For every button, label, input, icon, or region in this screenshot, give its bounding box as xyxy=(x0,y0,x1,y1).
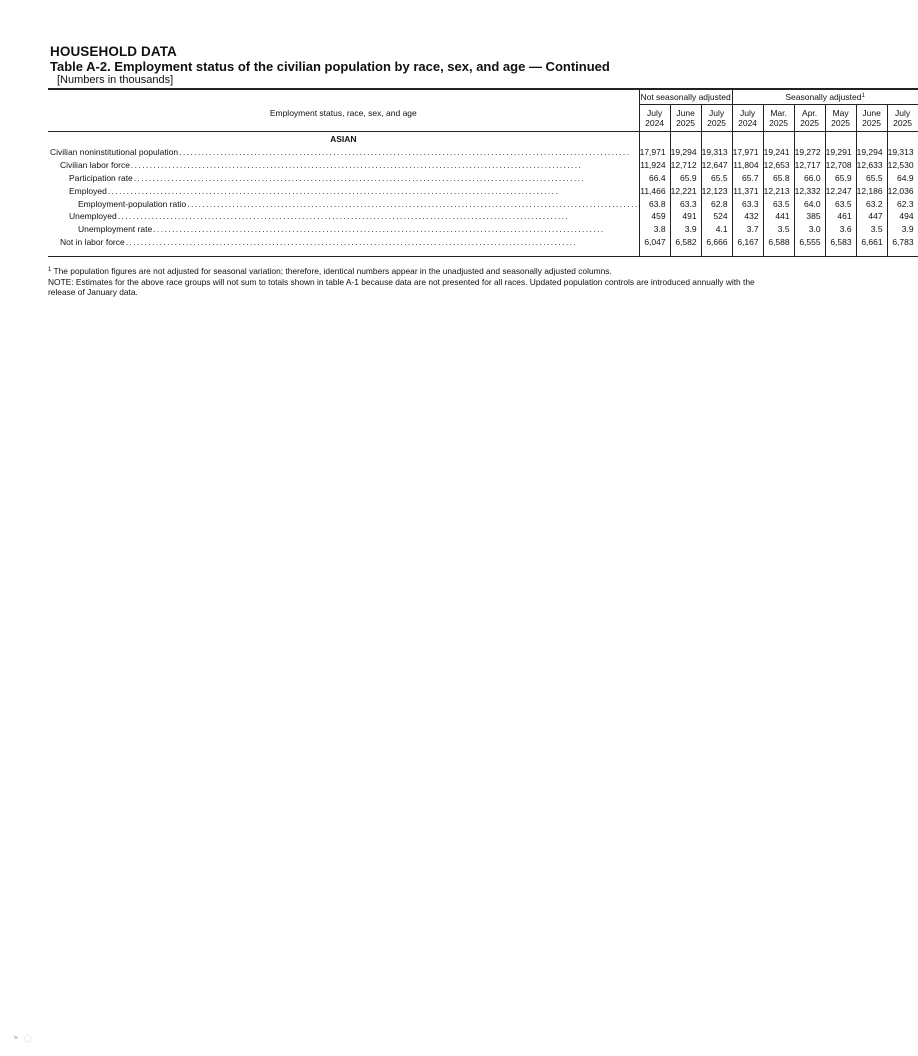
leader-dots: ........................................................................................................................ xyxy=(153,224,605,235)
table-end-row xyxy=(48,248,918,257)
value-cell: 12,633 xyxy=(856,159,887,172)
column-header xyxy=(639,105,670,132)
column-year: 2025 xyxy=(707,118,727,128)
table-row xyxy=(48,223,918,236)
row-label: Employment-population ratio xyxy=(78,198,187,209)
value-cell: 12,123 xyxy=(701,184,732,197)
value-cell: 12,247 xyxy=(825,184,856,197)
value-cell: 12,186 xyxy=(856,184,887,197)
leader-dots: ........................................................................................................................ xyxy=(125,236,578,247)
empty-cell xyxy=(639,248,670,257)
value-cell: 3.5 xyxy=(856,223,887,236)
column-year: 2025 xyxy=(676,118,696,128)
value-cell: 12,647 xyxy=(701,159,732,172)
value-cell: 65.5 xyxy=(856,172,887,185)
value-cell: 65.7 xyxy=(732,172,763,185)
column-month: Mar. xyxy=(770,108,787,118)
value-cell: 12,653 xyxy=(763,159,794,172)
value-cell: 441 xyxy=(763,210,794,223)
watermark-logo: ◔ ◌ xyxy=(10,1030,33,1047)
group-not-seasonally-adjusted: Not seasonally adjusted xyxy=(639,89,732,105)
empty-cell xyxy=(856,132,887,147)
table-row xyxy=(48,197,918,210)
empty-cell xyxy=(639,132,670,147)
empty-cell xyxy=(825,132,856,147)
value-cell: 63.5 xyxy=(825,197,856,210)
empty-cell xyxy=(887,248,918,257)
value-cell: 4.1 xyxy=(701,223,732,236)
value-cell: 11,924 xyxy=(639,159,670,172)
value-cell: 432 xyxy=(732,210,763,223)
column-month: July xyxy=(740,108,756,118)
table-title: Table A-2. Employment status of the civilian population by race, sex, and age — Continued xyxy=(50,59,610,74)
column-year: 2025 xyxy=(862,118,882,128)
value-cell: 12,221 xyxy=(670,184,701,197)
row-label-cell xyxy=(48,172,639,185)
column-year: 2025 xyxy=(831,118,851,128)
table-notes xyxy=(48,266,768,298)
value-cell: 447 xyxy=(856,210,887,223)
table-row xyxy=(48,184,918,197)
value-cell: 19,241 xyxy=(763,146,794,159)
value-cell: 17,971 xyxy=(732,146,763,159)
value-cell: 62.8 xyxy=(701,197,732,210)
empty-cell xyxy=(701,248,732,257)
column-year: 2025 xyxy=(769,118,789,128)
leader-dots: ........................................................................................................................ xyxy=(117,211,570,222)
value-cell: 6,555 xyxy=(794,236,825,249)
value-cell: 494 xyxy=(887,210,918,223)
empty-cell xyxy=(856,248,887,257)
value-cell: 64.0 xyxy=(794,197,825,210)
leader-dots: ........................................................................................................................ xyxy=(107,185,560,196)
section-row xyxy=(48,132,918,147)
value-cell: 459 xyxy=(639,210,670,223)
value-cell: 63.3 xyxy=(670,197,701,210)
value-cell: 385 xyxy=(794,210,825,223)
value-cell: 491 xyxy=(670,210,701,223)
row-label: Unemployment rate xyxy=(78,224,153,235)
row-label: Unemployed xyxy=(69,211,117,222)
footnote-mark: 1 xyxy=(48,267,52,273)
column-header xyxy=(887,105,918,132)
value-cell: 12,036 xyxy=(887,184,918,197)
column-month: Apr. xyxy=(802,108,818,118)
stub-header: Employment status, race, sex, and age xyxy=(48,89,639,132)
empty-cell xyxy=(794,248,825,257)
column-year: 2025 xyxy=(800,118,820,128)
empty-cell xyxy=(763,248,794,257)
note: NOTE: Estimates for the above race groups will not sum to totals shown in table A-1 because data are not presented for all races. Updated population controls are introduced annually with the release of January data. xyxy=(48,277,755,297)
table-row xyxy=(48,172,918,185)
value-cell: 17,971 xyxy=(639,146,670,159)
value-cell: 6,047 xyxy=(639,236,670,249)
column-header xyxy=(763,105,794,132)
value-cell: 6,783 xyxy=(887,236,918,249)
group-seasonally-adjusted xyxy=(732,89,918,105)
value-cell: 3.7 xyxy=(732,223,763,236)
column-month: July xyxy=(709,108,725,118)
value-cell: 12,717 xyxy=(794,159,825,172)
value-cell: 19,313 xyxy=(701,146,732,159)
value-cell: 19,294 xyxy=(670,146,701,159)
row-label: Not in labor force xyxy=(60,236,125,247)
empty-cell xyxy=(670,248,701,257)
value-cell: 65.5 xyxy=(701,172,732,185)
column-year: 2025 xyxy=(893,118,913,128)
value-cell: 63.8 xyxy=(639,197,670,210)
value-cell: 3.0 xyxy=(794,223,825,236)
value-cell: 12,332 xyxy=(794,184,825,197)
value-cell: 62.3 xyxy=(887,197,918,210)
column-header xyxy=(732,105,763,132)
row-label: Participation rate xyxy=(69,172,133,183)
value-cell: 64.9 xyxy=(887,172,918,185)
value-cell: 12,213 xyxy=(763,184,794,197)
empty-cell xyxy=(732,248,763,257)
empty-cell xyxy=(763,132,794,147)
value-cell: 12,712 xyxy=(670,159,701,172)
empty-cell xyxy=(732,132,763,147)
leader-dots: ........................................................................................................................ xyxy=(179,147,631,158)
column-year: 2024 xyxy=(738,118,758,128)
value-cell: 3.9 xyxy=(887,223,918,236)
value-cell: 19,291 xyxy=(825,146,856,159)
column-year: 2024 xyxy=(645,118,665,128)
empty-cell xyxy=(701,132,732,147)
value-cell: 65.8 xyxy=(763,172,794,185)
row-label-cell xyxy=(48,223,639,236)
value-cell: 6,661 xyxy=(856,236,887,249)
table-row xyxy=(48,146,918,159)
value-cell: 3.5 xyxy=(763,223,794,236)
column-month: June xyxy=(862,108,881,118)
value-cell: 6,582 xyxy=(670,236,701,249)
column-header xyxy=(856,105,887,132)
value-cell: 461 xyxy=(825,210,856,223)
value-cell: 6,583 xyxy=(825,236,856,249)
column-header xyxy=(701,105,732,132)
table-row xyxy=(48,236,918,249)
column-month: July xyxy=(895,108,911,118)
column-header xyxy=(825,105,856,132)
value-cell: 65.9 xyxy=(825,172,856,185)
value-cell: 524 xyxy=(701,210,732,223)
value-cell: 19,272 xyxy=(794,146,825,159)
row-label-cell xyxy=(48,184,639,197)
value-cell: 65.9 xyxy=(670,172,701,185)
column-month: May xyxy=(832,108,849,118)
value-cell: 6,666 xyxy=(701,236,732,249)
value-cell: 6,167 xyxy=(732,236,763,249)
value-cell: 19,294 xyxy=(856,146,887,159)
empty-cell xyxy=(48,248,639,257)
value-cell: 63.2 xyxy=(856,197,887,210)
column-month: July xyxy=(647,108,663,118)
value-cell: 6,588 xyxy=(763,236,794,249)
empty-cell xyxy=(887,132,918,147)
section-title: HOUSEHOLD DATA xyxy=(50,44,177,59)
value-cell: 66.0 xyxy=(794,172,825,185)
value-cell: 66.4 xyxy=(639,172,670,185)
row-label-cell xyxy=(48,146,639,159)
value-cell: 19,313 xyxy=(887,146,918,159)
row-label: Civilian labor force xyxy=(60,160,130,171)
value-cell: 11,466 xyxy=(639,184,670,197)
row-label-cell xyxy=(48,236,639,249)
column-month: June xyxy=(676,108,695,118)
row-label: Civilian noninstitutional population xyxy=(50,147,179,158)
value-cell: 11,371 xyxy=(732,184,763,197)
row-label-cell xyxy=(48,197,639,210)
value-cell: 3.9 xyxy=(670,223,701,236)
leader-dots: ........................................................................................................................ xyxy=(187,198,639,209)
footnote-ref: 1 xyxy=(861,93,865,99)
column-header xyxy=(670,105,701,132)
table-row xyxy=(48,159,918,172)
value-cell: 11,804 xyxy=(732,159,763,172)
footnote-text: The population figures are not adjusted for seasonal variation; therefore, identical numbers appear in the unadjusted and seasonally adjusted columns. xyxy=(53,266,612,276)
table-header xyxy=(50,44,610,87)
value-cell: 12,708 xyxy=(825,159,856,172)
leader-dots: ........................................................................................................................ xyxy=(133,172,586,183)
row-label: Employed xyxy=(69,185,107,196)
row-label-cell xyxy=(48,210,639,223)
row-label-cell xyxy=(48,159,639,172)
empty-cell xyxy=(670,132,701,147)
group-label: Seasonally adjusted xyxy=(785,92,862,102)
value-cell: 3.6 xyxy=(825,223,856,236)
employment-status-table xyxy=(48,88,918,257)
value-cell: 3.8 xyxy=(639,223,670,236)
table-row xyxy=(48,210,918,223)
section-label: ASIAN xyxy=(330,134,357,144)
empty-cell xyxy=(825,248,856,257)
value-cell: 63.5 xyxy=(763,197,794,210)
units-note: [Numbers in thousands] xyxy=(57,74,174,86)
value-cell: 63.3 xyxy=(732,197,763,210)
column-header xyxy=(794,105,825,132)
value-cell: 12,530 xyxy=(887,159,918,172)
leader-dots: ........................................................................................................................ xyxy=(130,160,583,171)
empty-cell xyxy=(794,132,825,147)
footnote xyxy=(48,266,768,276)
